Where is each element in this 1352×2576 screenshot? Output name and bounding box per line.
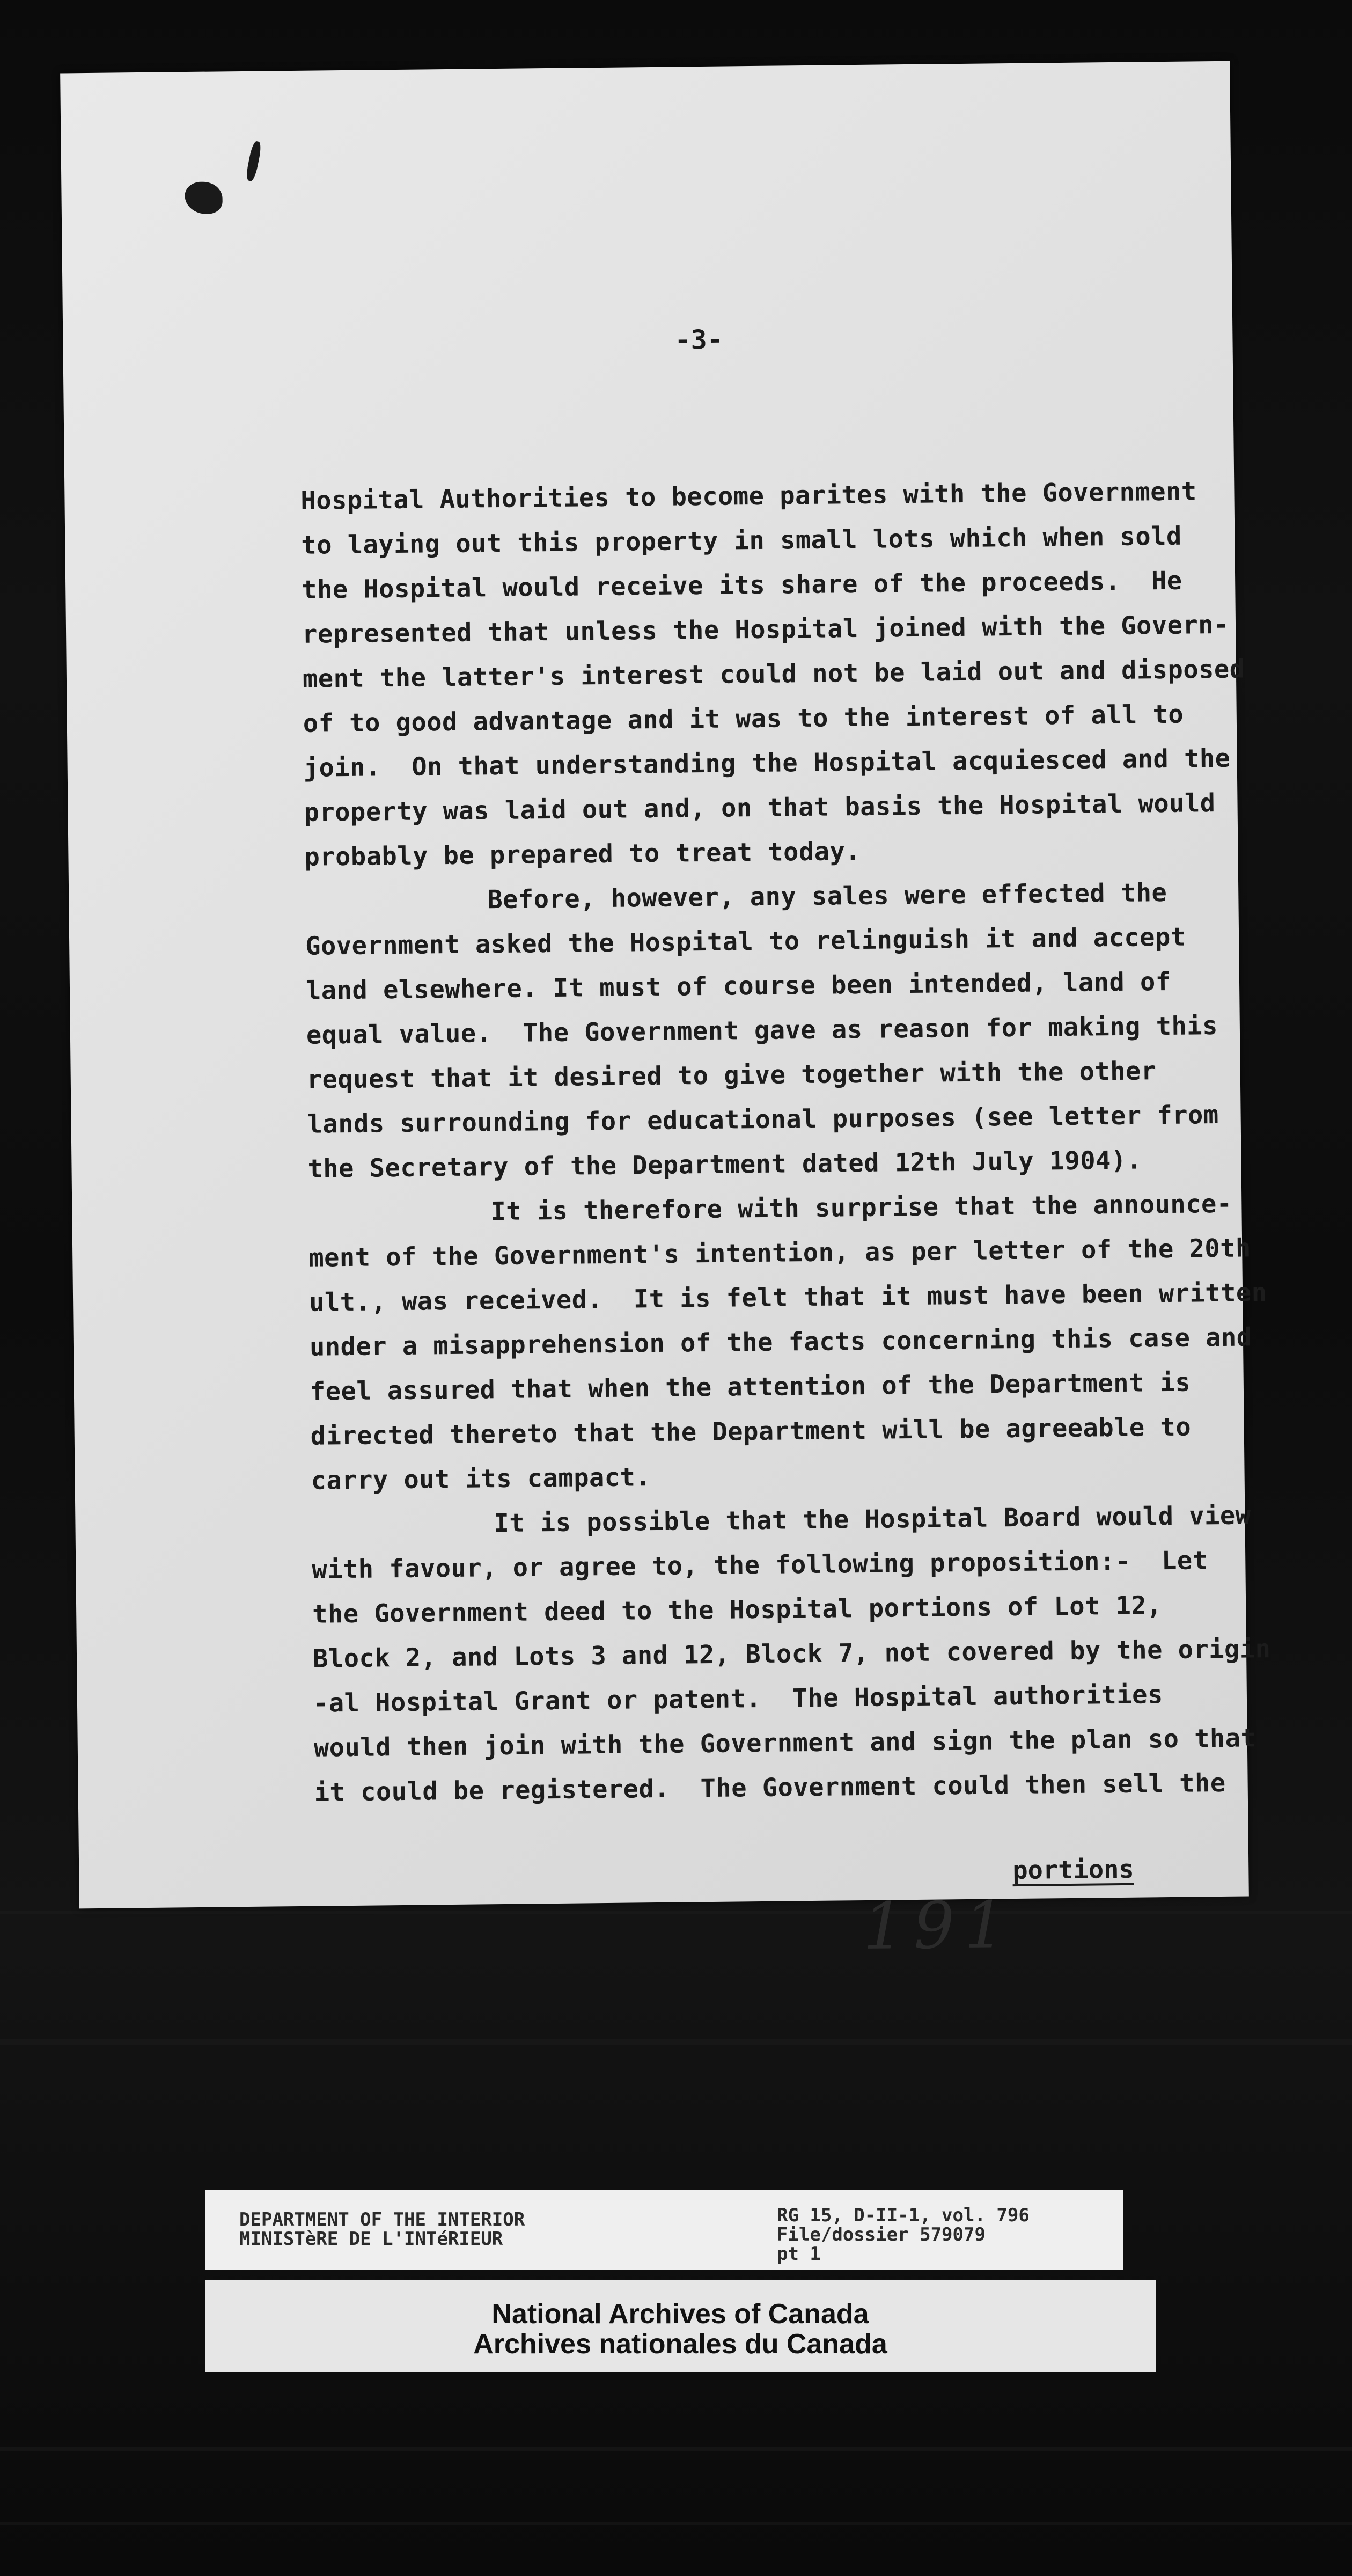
department-name-en: DEPARTMENT OF THE INTERIOR [239, 2209, 525, 2230]
part-reference: pt 1 [777, 2243, 821, 2265]
record-group-reference: RG 15, D-II-1, vol. 796 [777, 2205, 1030, 2226]
archives-name-en: National Archives of Canada [491, 2299, 869, 2330]
text-line: lands surrounding for educational purposes (see letter from [307, 1100, 1219, 1139]
text-line: ult., was received. It is felt that it must have been written [308, 1278, 1267, 1318]
department-name-fr: MINISTèRE DE L'INTéRIEUR [239, 2228, 503, 2250]
text-line: -al Hospital Grant or patent. The Hospital authorities [313, 1680, 1164, 1718]
text-line: probably be prepared to treat today. [304, 836, 861, 872]
paragraph-first-line: It is possible that the Hospital Board would view [494, 1501, 1251, 1539]
text-line: property was laid out and, on that basis the Hospital would [304, 788, 1216, 828]
typed-letter-page [60, 61, 1271, 1965]
text-line: represented that unless the Hospital joined with the Govern- [302, 610, 1230, 649]
scan-line [0, 2039, 1352, 2045]
text-line: would then join with the Government and sign the plan so that [313, 1723, 1257, 1763]
text-line: the Secretary of the Department dated 12th July 1904). [307, 1145, 1142, 1184]
text-line: with favour, or agree to, the following proposition:- Let [312, 1546, 1208, 1585]
ink-dash-mark [245, 141, 262, 182]
text-line: the Hospital would receive its share of the proceeds. He [301, 566, 1182, 605]
ink-blot-mark [185, 181, 223, 214]
text-line: the Government deed to the Hospital portions of Lot 12, [312, 1591, 1163, 1629]
paragraph-first-line: Before, however, any sales were effected the [487, 877, 1167, 915]
text-line: land elsewhere. It must of course been intended, land of [305, 967, 1171, 1006]
text-line: it could be registered. The Government could then sell the [314, 1768, 1226, 1807]
text-line: Government asked the Hospital to relinguish it and accept [305, 922, 1186, 961]
text-line: equal value. The Government gave as reason for making this [306, 1011, 1218, 1050]
text-line: ment of the Government's intention, as per letter of the 20th [308, 1233, 1252, 1273]
paragraph-first-line: It is therefore with surprise that the announce- [490, 1189, 1232, 1227]
text-line: Hospital Authorities to become parites with the Government [300, 477, 1197, 516]
handwritten-folio-number: 191 [862, 1888, 1016, 1965]
text-line: of to good advantage and it was to the interest of all to [303, 699, 1184, 738]
text-line: to laying out this property in small lots which when sold [301, 521, 1182, 560]
file-dossier-reference: File/dossier 579079 [777, 2224, 986, 2245]
text-line: under a misapprehension of the facts concerning this case and [309, 1322, 1252, 1362]
text-line: Block 2, and Lots 3 and 12, Block 7, not covered by the origin [312, 1634, 1271, 1674]
page-number: -3- [674, 324, 724, 356]
scan-line [0, 2522, 1352, 2525]
catchword: portions [1012, 1854, 1134, 1886]
text-line: directed thereto that the Department will be agreeable to [310, 1412, 1192, 1451]
text-line: feel assured that when the attention of the Department is [310, 1367, 1191, 1407]
archives-institution-label [205, 2280, 1156, 2372]
text-line: request that it desired to give together with the other [306, 1056, 1157, 1095]
text-line: join. On that understanding the Hospital acquiesced and the [303, 743, 1231, 783]
scan-line [0, 2447, 1352, 2451]
scan-line [0, 1911, 1352, 1914]
text-line: carry out its campact. [311, 1462, 651, 1496]
archives-name-fr: Archives nationales du Canada [473, 2329, 887, 2360]
letter-body [300, 470, 1271, 1815]
department-reference-label [205, 2190, 1123, 2270]
text-line: ment the latter's interest could not be laid out and disposed [302, 654, 1245, 694]
